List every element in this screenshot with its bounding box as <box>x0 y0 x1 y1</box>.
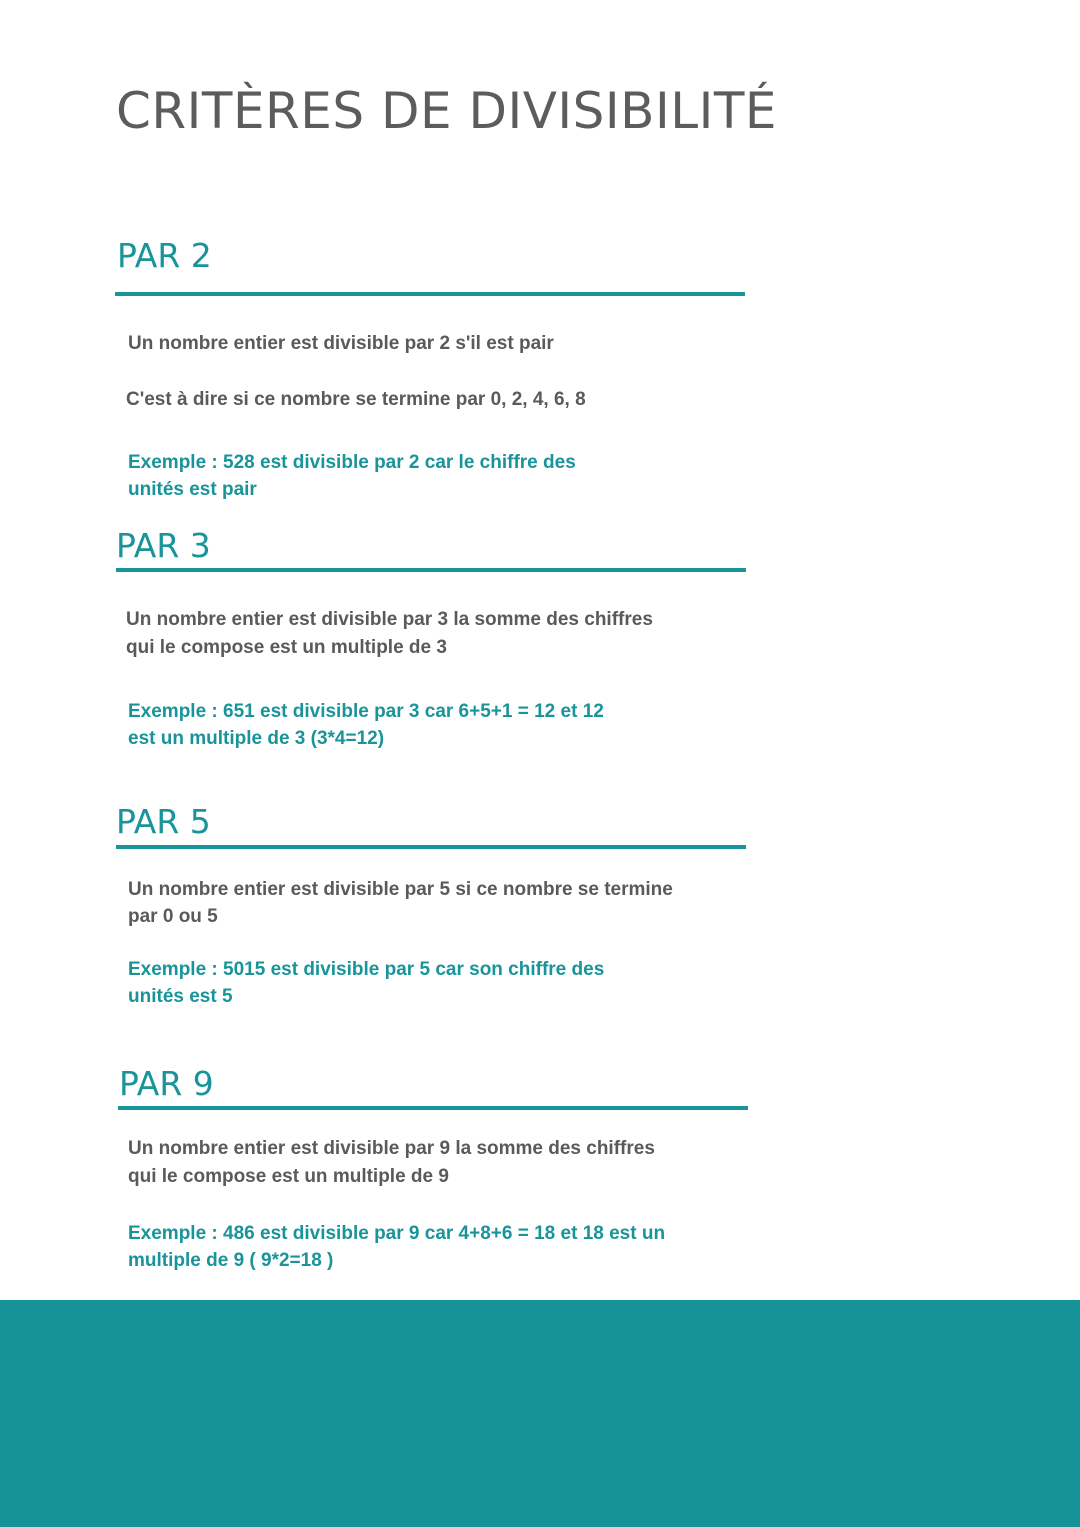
par-5-example-line-1: Exemple : 5015 est divisible par 5 car son chiffre des <box>128 959 605 980</box>
section-heading-par-2: PAR 2 <box>117 236 212 275</box>
par-9-example-line-1: Exemple : 486 est divisible par 9 car 4+8+6 = 18 et 18 est un <box>128 1223 666 1244</box>
page-title: CRITÈRES DE DIVISIBILITÉ <box>116 82 777 140</box>
par-9-rule-text-line-1: Un nombre entier est divisible par 9 la somme des chiffres <box>128 1138 655 1159</box>
par-2-example-line-2: unités est pair <box>128 479 257 500</box>
par-3-example-line-2: est un multiple de 3 (3*4=12) <box>128 728 385 749</box>
par-2-detail-text: C'est à dire si ce nombre se termine par 0, 2, 4, 6, 8 <box>126 389 586 410</box>
par-5-rule-text-line-2: par 0 ou 5 <box>128 906 218 927</box>
section-heading-par-3: PAR 3 <box>116 526 211 565</box>
section-divider-par-5 <box>116 845 746 849</box>
par-9-rule-text-line-2: qui le compose est un multiple de 9 <box>128 1166 449 1187</box>
footer-band <box>0 1300 1080 1527</box>
par-9-example-line-2: multiple de 9 ( 9*2=18 ) <box>128 1250 334 1271</box>
section-divider-par-9 <box>118 1106 748 1110</box>
par-3-rule-text-line-1: Un nombre entier est divisible par 3 la somme des chiffres <box>126 609 653 630</box>
section-heading-par-5: PAR 5 <box>116 802 211 841</box>
par-2-rule-text: Un nombre entier est divisible par 2 s'il est pair <box>128 333 554 354</box>
section-divider-par-2 <box>115 292 745 296</box>
par-5-example-line-2: unités est 5 <box>128 986 233 1007</box>
section-heading-par-9: PAR 9 <box>119 1064 214 1103</box>
par-3-example-line-1: Exemple : 651 est divisible par 3 car 6+5+1 = 12 et 12 <box>128 701 604 722</box>
par-5-rule-text-line-1: Un nombre entier est divisible par 5 si ce nombre se termine <box>128 879 673 900</box>
par-2-example-line-1: Exemple : 528 est divisible par 2 car le chiffre des <box>128 452 576 473</box>
section-divider-par-3 <box>116 568 746 572</box>
par-3-rule-text-line-2: qui le compose est un multiple de 3 <box>126 637 447 658</box>
